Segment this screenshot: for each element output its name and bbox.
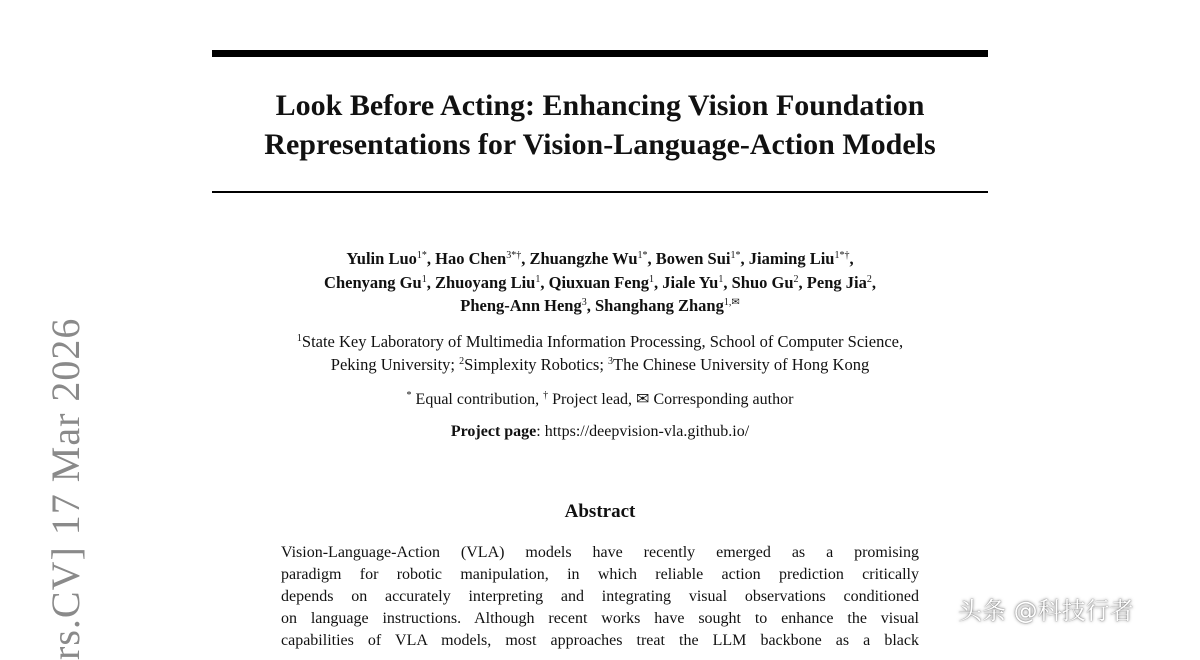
author: Shuo Gu$^2$, (731, 272, 807, 292)
abstract-heading: Abstract (564, 501, 636, 522)
bottom-rule (212, 191, 988, 193)
author-line-1 (212, 247, 988, 271)
author: Qiuxuan Feng$^1$, (548, 272, 663, 292)
author-line-3 (212, 294, 988, 318)
author: Hao Chen$^{3*\dagger}$, (435, 249, 530, 268)
author: Zhuoyang Liu$^1$, (434, 272, 549, 292)
affiliations (212, 330, 988, 376)
author: Jiale Yu$^1$, (662, 272, 732, 292)
paper-title (212, 86, 988, 164)
abstract-line: capabilities of VLA models, most approaches treat the LLM backbone as a black (281, 632, 919, 649)
envelope-icon: ✉ (636, 391, 650, 408)
affiliation-line-1: $^1$State Key Laboratory of Multimedia Information Processing, School of Computer Science, (296, 332, 904, 351)
author: Yulin Luo$^{1*}$, (346, 249, 436, 268)
author: Jiaming Liu$^{1*\dagger}$, (748, 249, 854, 268)
abstract-line: paradigm for robotic manipulation, in which reliable action prediction critically (281, 566, 919, 583)
author: Peng Jia$^2$, (806, 272, 876, 292)
author: Chenyang Gu$^1$, (324, 272, 435, 292)
abstract-line: on language instructions. Although recent works have sought to enhance the visual (281, 610, 919, 627)
watermark: 头条 @科技行者 (958, 597, 1134, 625)
contribution-notes: * Equal contribution, † Project lead, ✉ Corresponding author (406, 390, 794, 408)
author-line-2 (212, 271, 988, 295)
affiliation-line-2: Peking University; $^2$Simplexity Robotics; $^3$The Chinese University of Hong Kong (330, 355, 870, 374)
abstract-line: depends on accurately interpreting and integrating visual observations conditioned (281, 588, 919, 605)
project-page (212, 421, 988, 443)
top-rule (212, 50, 988, 57)
author: Shanghang Zhang$^{1,✉}$ (594, 296, 740, 315)
project-page-link[interactable]: : https://deepvision-vla.github.io/ (536, 423, 750, 440)
abstract-line: Vision-Language-Action (VLA) models have recently emerged as a promising (281, 544, 919, 561)
author: Bowen Sui$^{1*}$, (655, 249, 749, 268)
author: Pheng-Ann Heng$^3$, (460, 296, 595, 315)
author: Zhuangzhe $Wu^{1*}$, (529, 249, 656, 268)
title-line-2: Representations for Vision-Language-Action Models (264, 128, 936, 161)
abstract-body (281, 542, 919, 652)
author-list (212, 247, 988, 318)
title-line-1: Look Before Acting: Enhancing Vision Foundation (275, 89, 925, 122)
project-page-label: Project page (450, 423, 537, 440)
arxiv-side-stamp: rs.CV] 17 Mar 2026 (43, 317, 88, 660)
